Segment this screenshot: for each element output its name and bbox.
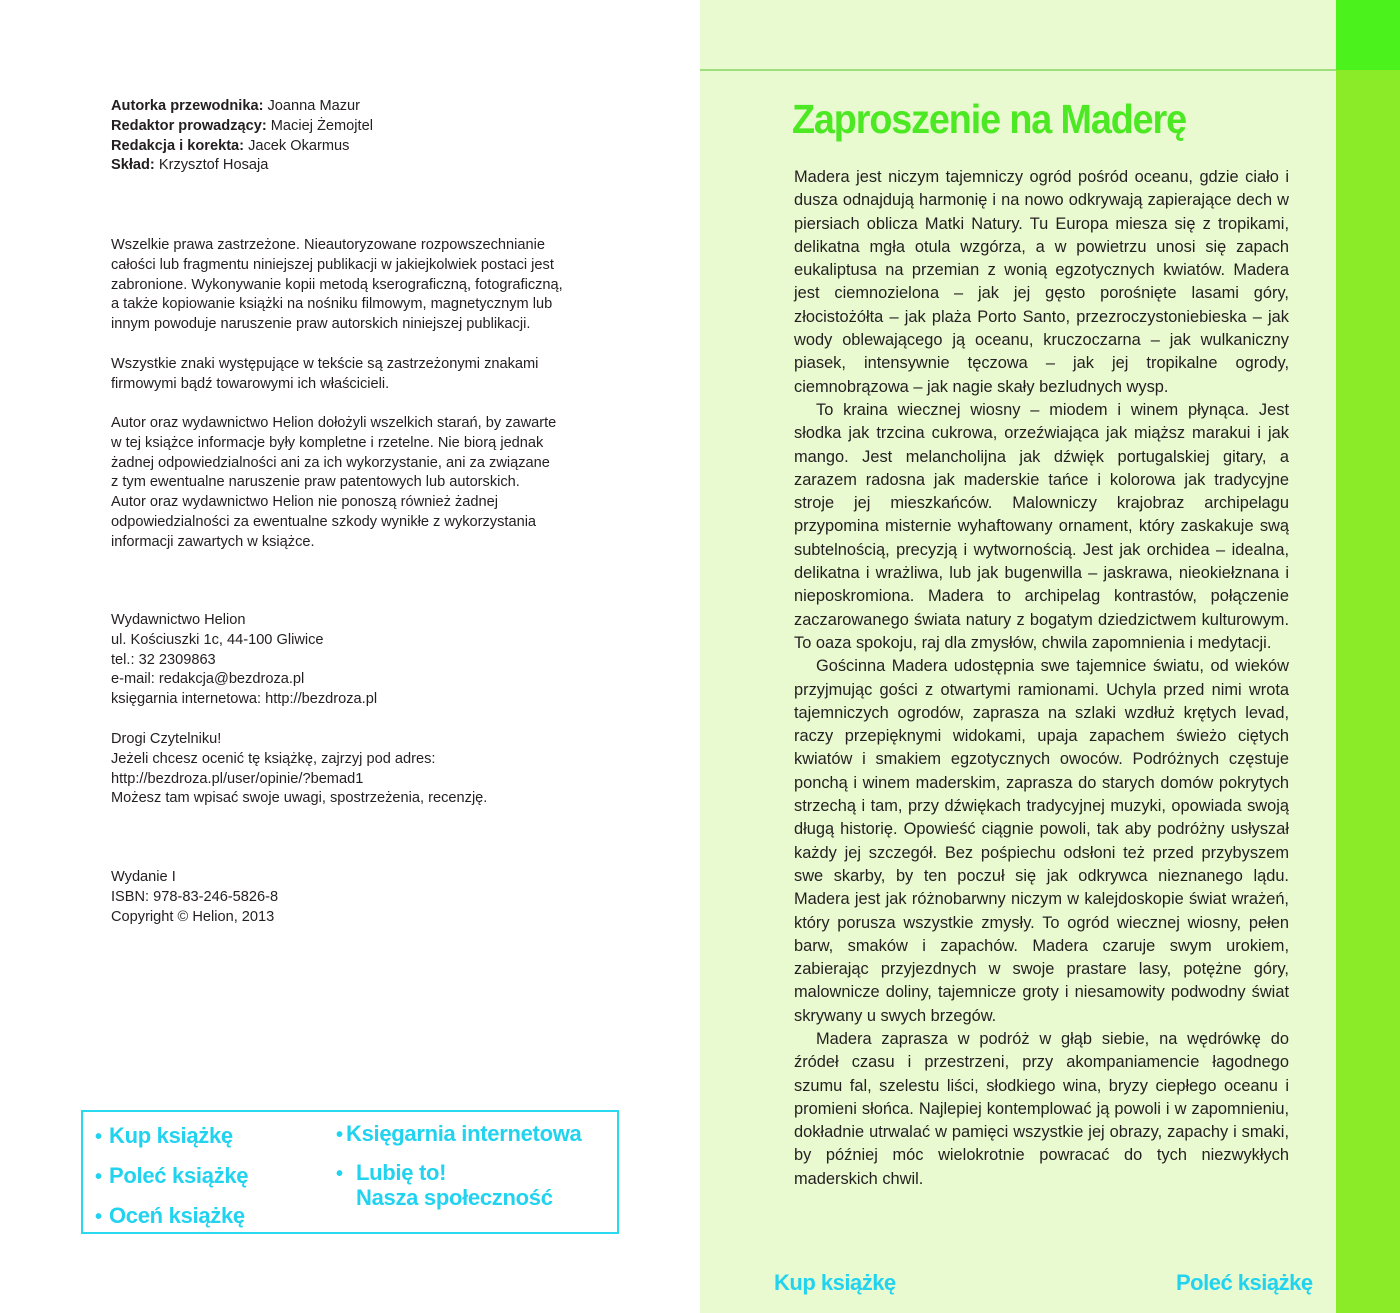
- chapter-title: Zaproszenie na Maderę: [792, 96, 1186, 142]
- header-band: [700, 0, 1336, 71]
- edition-info: Wydanie I ISBN: 978-83-246-5826-8 Copyright © Helion, 2013: [111, 869, 279, 925]
- copyright-notice: Wszelkie prawa zastrzeżone. Nieautoryzowane rozpowszechnianie całości lub fragmentu niniejszej publikacji w jakiejkolwiek postaci jest zabronione. Wykonywanie kopii metodą kserograficzną, fotograficzną, a także kopiowanie książki na nośniku filmowym, magnetycznym lub innym powoduje naruszenie praw autorskich niniejszej publikacji.: [111, 237, 563, 333]
- credit-editor: [111, 117, 373, 137]
- online-store-link[interactable]: [336, 1122, 581, 1147]
- credit-label: Autorka przewodnika:: [111, 98, 264, 114]
- body-paragraph: Gościnna Madera udostępnia swe tajemnice światu, od wieków przyjmując gości z otwartymi ramionami. Uchyla przed nimi wrota tajemniczych ogrodów, zaprasza na szlaki wzdłuż krętych levad, raczy przepięknymi widokami, upaja zapachem świeżo ciętych kwiatów i smakiem egzotycznych owoców. Podróżnych częstuje ponchą i winem maderskim, zaprasza do starych domów pokrytych strzechą i tam, przy dźwiękach tradycyjnej muzyki, opowiada swoją długą historię. Opowieść ciągnie powoli, tak aby podróżny usłyszał każdy jej szczegół. Bez pośpiechu odsłoni też przed przybyszem swe skarby, by ten poczuł się jak odkrywca nieznanego lądu. Madera jest jak różnobarwny niczym w kalejdoskopie świat wrażeń, który porusza wszystkie zmysły. To ogród wiecznej wiosny, pełen barw, smaków i zapachów. Madera czaruje swym urokiem, zabierając przyjezdnych w swoje prastare lasy, potężne góry, malownicze doliny, tajemnicze groty i niesamowity podwodny świat skrywany u swych brzegów.: [794, 657, 1289, 1025]
- bullet-icon: •: [336, 1124, 343, 1146]
- bullet-icon: •: [95, 1126, 102, 1148]
- credit-value: Maciej Żemojtel: [266, 117, 373, 134]
- footer-recommend-link[interactable]: Poleć książkę: [1176, 1270, 1313, 1295]
- body-paragraph: Madera jest niczym tajemniczy ogród pośród oceanu, gdzie ciało i dusza odnajdują harmonię i na nowo odkrywają zapierające dech w piersiach oblicza Matki Natury. Tu Europa miesza się z tropikami, delikatna mgła otula wzgórza, a w powietrzu unosi się zapach eukaliptusa na przemian z wonią egzotycznych kwiatów. Madera jest ciemnozielona – jak jej gęsto porośnięte lasami góry, złocistożółta – jak plaża Porto Santo, przezroczystoniebieska – jak wody oblewającego ją oceanu, kruczoczarna – jak wulkaniczny piasek, intensywnie tęczowa – jak jej tropikalne ogrody, ciemnobrązowa – jak nagie skały bezludnych wysp.: [794, 168, 1289, 396]
- credit-proofreading: [111, 137, 373, 157]
- publisher-contact: Wydawnictwo Helion ul. Kościuszki 1c, 44-100 Gliwice tel.: 32 2309863 e-mail: redakcja@bezdroza.pl księgarnia internetowa: http://bezdroza.pl: [111, 612, 378, 708]
- credit-label: Redaktor prowadzący:: [111, 117, 267, 134]
- bullet-icon: •: [336, 1163, 343, 1185]
- liability-disclaimer: Autor oraz wydawnictwo Helion dołożyli wszelkich starań, by zawarte w tej książce informacje były kompletne i rzetelne. Nie biorą jednak żadnej odpowiedzialności ani za ich wykorzystanie, ani za związane z tym ewentualne naruszenie praw patentowych lub autorskich. Autor oraz wydawnictwo Helion nie ponoszą również żadnej odpowiedzialności za ewentualne szkody wynikłe z wykorzystania informacji zawartych w książce.: [111, 415, 557, 550]
- credit-typesetting: [111, 156, 373, 176]
- link-label: Księgarnia internetowa: [346, 1121, 582, 1146]
- credit-value: Joanna Mazur: [263, 98, 360, 114]
- link-label: Lubię to!: [356, 1160, 447, 1185]
- footer-buy-link[interactable]: Kup książkę: [774, 1270, 896, 1295]
- link-label: Nasza społeczność: [356, 1185, 553, 1210]
- reader-note: Drogi Czytelniku! Jeżeli chcesz ocenić tę książkę, zajrzyj pod adres: http://bezdroza.pl/user/opinie/?bemad1 Możesz tam wpisać swoje uwagi, spostrzeżenia, recenzję.: [111, 731, 488, 807]
- side-accent-bar: [1336, 0, 1400, 1313]
- community-link[interactable]: [336, 1161, 553, 1210]
- credit-author: [111, 97, 373, 117]
- links-box: [81, 1110, 619, 1234]
- recommend-book-link[interactable]: [95, 1164, 248, 1189]
- credit-value: Krzysztof Hosaja: [154, 157, 269, 174]
- buy-book-link[interactable]: [95, 1124, 233, 1149]
- body-paragraph: Madera zaprasza w podróż w głąb siebie, na wędrówkę do źródeł czasu i przestrzeni, przy akompaniamencie łagodnego szumu fal, szelestu liści, słodkiego wina, bryzy ciepłego oceanu i promieni słońca. Najlepiej kontemplować ją powoli i w zapomnieniu, dokładnie utrwalać w pamięci wszystkie jej obrazy, zapachy i smaki, by później móc wielokrotnie powracać do tych niezwykłych maderskich chwil.: [794, 1029, 1289, 1188]
- bullet-icon: •: [95, 1166, 102, 1188]
- trademark-notice: Wszystkie znaki występujące w tekście są zastrzeżonymi znakami firmowymi bądź towarowymi ich właścicieli.: [111, 356, 539, 392]
- credits-block: [111, 97, 373, 176]
- credit-value: Jacek Okarmus: [244, 137, 350, 154]
- credit-label: Skład:: [111, 157, 155, 174]
- body-paragraph: To kraina wiecznej wiosny – miodem i winem płynąca. Jest słodka jak trzcina cukrowa, orzeźwiająca jak miąższ marakui i jak mango. Jest melancholijna jak dźwięk portugalskiej gitary, a zarazem radosna jak maderskie tańce i kolorowa jak tradycyjne stroje jej mieszkańców. Malowniczy krajobraz archipelagu przypomina misternie wyhaftowany ornament, który zaskakuje swą subtelnością, precyzją i wytwornością. Jest jak orchidea – idealna, delikatna i wrażliwa, lub jak bugenwilla – jaskrawa, nieokiełznana i nieposkromiona. Madera to archipelag kontrastów, połączenie zaczarowanego świata natury z bogatym dziedzictwem kulturowym. To oaza spokoju, raj dla zmysłów, chwila zapomnienia i medytacji.: [794, 400, 1289, 652]
- bullet-icon: •: [95, 1206, 102, 1228]
- link-label: Kup książkę: [109, 1123, 233, 1148]
- link-label: Poleć książkę: [109, 1163, 249, 1188]
- link-label: Oceń książkę: [109, 1203, 245, 1228]
- chapter-body: [794, 166, 1289, 1191]
- credit-label: Redakcja i korekta:: [111, 137, 245, 154]
- rate-book-link[interactable]: [95, 1204, 245, 1229]
